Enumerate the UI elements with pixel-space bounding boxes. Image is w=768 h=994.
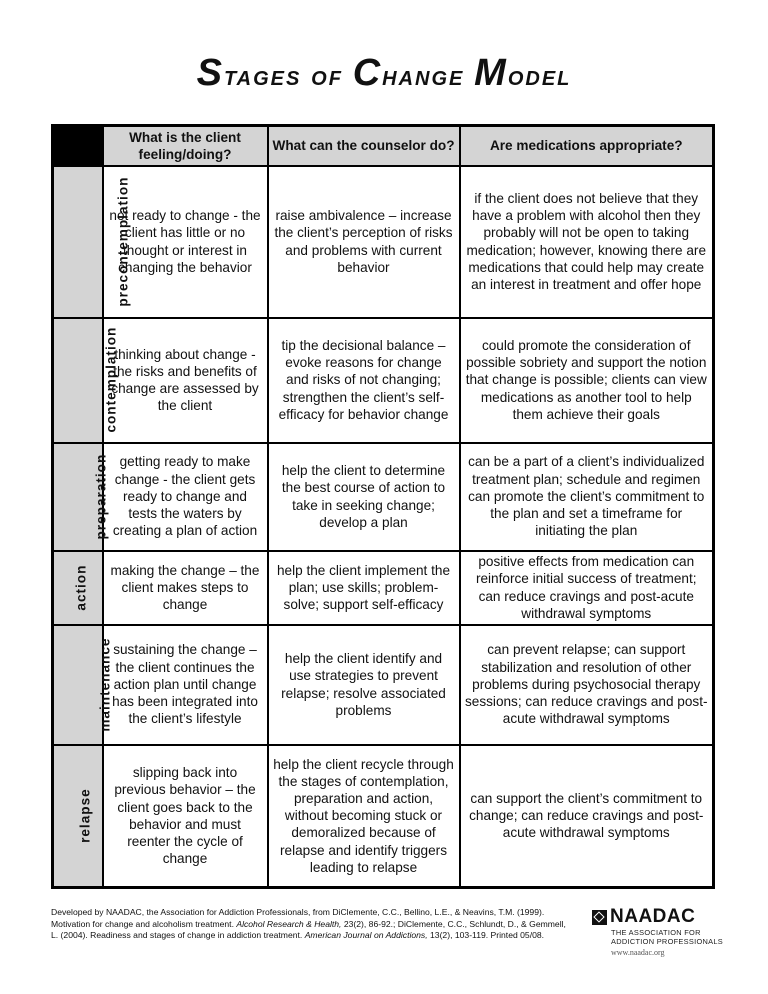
stage-label-relapse: relapse [77,788,93,844]
table-row [53,166,714,318]
stage-label-preparation: preparation [93,453,109,540]
stage-cell [53,166,131,318]
stage-cell [53,551,103,625]
medications-cell: can be a part of a client’s individualized treatment plan; schedule and regimen can promote the client’s commitment to the plan and set a timeframe for initiating the plan [460,443,714,551]
counselor-cell: help the client implement the plan; use skills; problem-solve; support self-efficacy [268,551,460,625]
table-row [53,551,714,625]
brand-tagline-line2: ADDICTION PROFESSIONALS [611,937,724,946]
medications-cell: can support the client’s commitment to change; can reduce cravings and post-acute withdrawal symptoms [460,745,714,888]
naadac-mark-icon [592,910,607,925]
table-row [53,625,714,745]
table-header-row [53,126,714,166]
stage-cell [53,625,113,745]
medications-cell: positive effects from medication can reinforce initial success of treatment; can reduce cravings and post-acute withdrawal symptoms [460,551,714,625]
stage-cell [53,318,119,443]
column-header-counselor: What can the counselor do? [268,126,460,166]
feeling-cell: sustaining the change – the client continues the action plan until change has been integrated into the client’s lifestyle [103,625,268,745]
citation-text: 23(2), 86-92.; DiClemente, C.C., Schlundt, D., & Gemmell, L. (2004). Readiness and stages of change in addiction treatment. [51,918,566,941]
stage-label-action: action [73,564,89,611]
counselor-cell: help the client identify and use strategies to prevent relapse; resolve associated problems [268,625,460,745]
counselor-cell: raise ambivalence – increase the client’s perception of risks and problems with current behavior [268,166,460,318]
column-header-feeling: What is the client feeling/doing? [103,126,268,166]
counselor-cell: help the client to determine the best course of action to take in seeking change; develop a plan [268,443,460,551]
table-row [53,745,714,888]
brand-tagline-line1: THE ASSOCIATION FOR [611,928,701,937]
counselor-cell: tip the decisional balance – evoke reasons for change and risks of not changing; strengthen the client’s self-efficacy for behavior change [268,318,460,443]
feeling-cell: thinking about change - the risks and benefits of change are assessed by the client [103,318,268,443]
stage-label-precontemplation: precontemplation [115,176,131,307]
journal-title: American Journal on Addictions, [304,930,428,941]
feeling-cell: getting ready to make change - the client gets ready to change and tests the waters by creating a plan of action [103,443,268,551]
page-title: Stages of Change Model [196,52,572,94]
column-header-medications: Are medications appropriate? [460,126,714,166]
citation-text: Developed by NAADAC, the Association for Addiction Professionals, from DiClemente, C.C., Bellino, L.E., & Neavins, T.M. (1999). Motivation for change and alcoholism treatment. [51,907,545,929]
brand-name: NAADAC [610,906,696,927]
stage-cell [53,745,103,888]
stage-label-contemplation: contemplation [103,327,119,433]
stage-label-maintenance: maintenance [97,637,113,732]
feeling-cell: making the change – the client makes steps to change [103,551,268,625]
citation-text: 13(2), 103-119. Printed 05/08. [427,930,545,941]
stages-table [51,124,715,889]
feeling-cell: not ready to change - the client has little or no thought or interest in changing the behavior [103,166,268,318]
table-row [53,443,714,551]
feeling-cell: slipping back into previous behavior – the client goes back to the behavior and must reenter the cycle of change [103,745,268,888]
counselor-cell: help the client recycle through the stages of contemplation, preparation and action, without becoming stuck or demoralized because of relapse and identify triggers leading to relapse [268,745,460,888]
journal-title: Alcohol Research & Health, [236,918,342,929]
brand-url: www.naadac.org [611,948,665,957]
medications-cell: could promote the consideration of possible sobriety and support the notion that change is possible; clients can view medications as another tool to help them achieve their goals [460,318,714,443]
medications-cell: if the client does not believe that they have a problem with alcohol then they probably will not be open to taking medication; however, knowing there are medications that could help may create an interest in treatment and offer hope [460,166,714,318]
naadac-logo [592,906,732,957]
citation-footer [51,907,571,942]
corner-cell [53,126,103,166]
table-row [53,318,714,443]
medications-cell: can prevent relapse; can support stabilization and resolution of other problems during psychosocial therapy sessions; can reduce cravings and post-acute withdrawal symptoms [460,625,714,745]
stage-cell [53,443,109,551]
